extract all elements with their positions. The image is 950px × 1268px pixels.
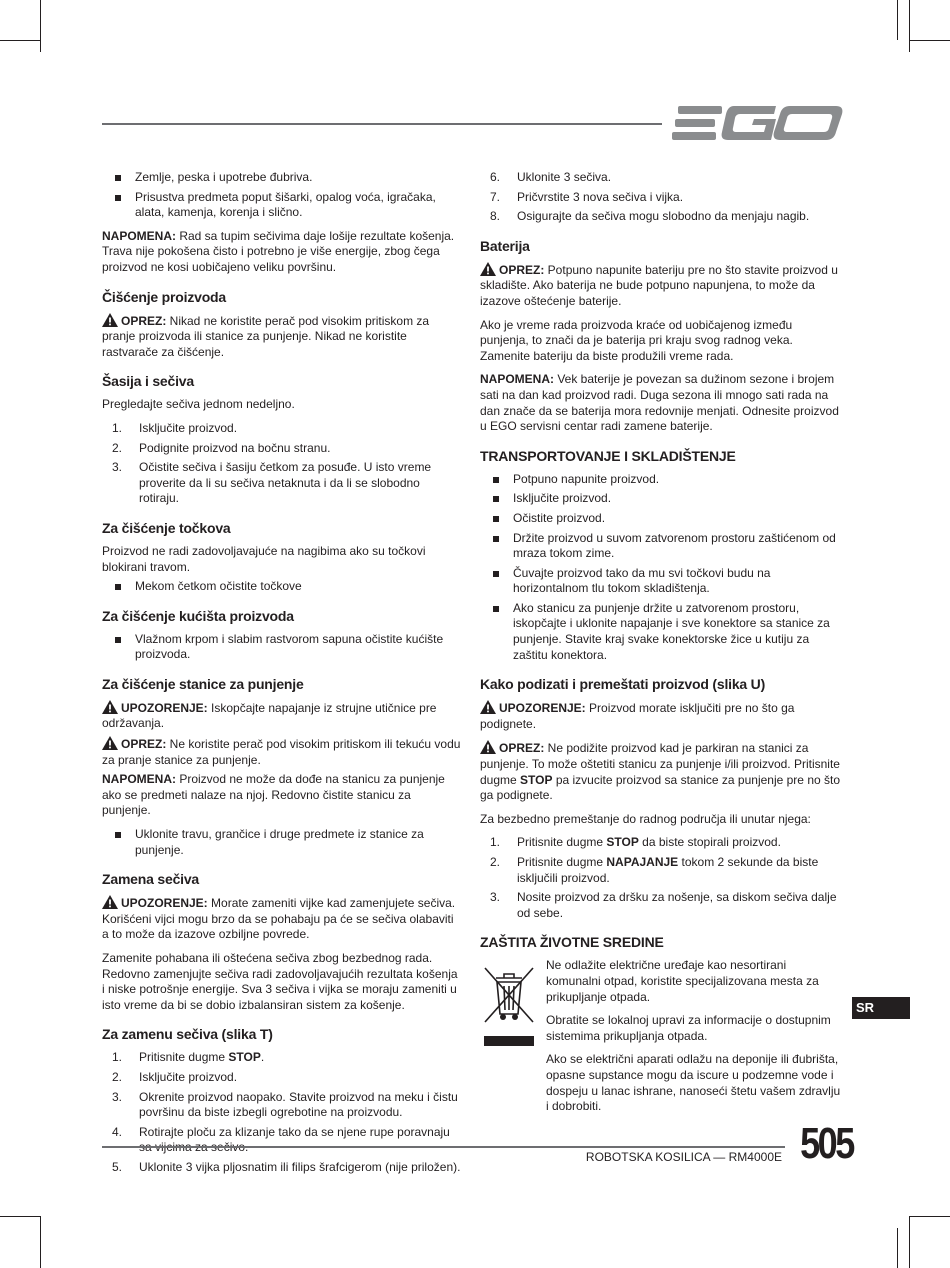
section-heading: Šasija i sečiva <box>102 373 194 390</box>
list-item: Držite proizvod u suvom zatvorenom prostoru zaštićenom od mraza tokom zime. <box>480 531 844 562</box>
section-heading: Za čišćenje stanice za punjenje <box>102 675 304 692</box>
step-number: 1. <box>112 420 123 435</box>
caution-bold: STOP <box>520 772 553 787</box>
list-item: Očistite proizvod. <box>480 511 844 527</box>
step-text: Isključite proizvod. <box>139 420 238 435</box>
list-item <box>102 1125 462 1156</box>
list-item <box>102 421 462 437</box>
warning-text: Proizvod morate isključiti pre no što ga podignete. <box>480 701 795 731</box>
caution-paragraph <box>102 313 462 361</box>
step-number: 3. <box>490 890 501 905</box>
step-text: Isključite proizvod. <box>139 1069 238 1084</box>
crossed-bin-icon <box>482 964 536 1048</box>
note-paragraph <box>102 229 462 276</box>
step-text: Nosite proizvod za dršku za nošenje, sa diskom sečiva dalje od sebe. <box>517 890 837 920</box>
step-number: 3. <box>112 460 123 475</box>
step-bold: NAPAJANJE <box>606 855 679 869</box>
list-item <box>480 170 844 186</box>
paragraph: Ako se električni aparati odlažu na deponije ili đubrišta, opasne supstance mogu da iscure u podzemne vode i dospeju u lanac ishrane, nanoseći štetu vašem zdravlju i dobrobiti. <box>546 1052 841 1114</box>
crop-mark <box>909 1216 910 1268</box>
step-number: 5. <box>112 1159 123 1174</box>
caution-text: Ne podižite proizvod kad je parkiran na stanici za punjenje. To može oštetiti stanicu za punjenje i/ili proizvod. Pritisnite dugme <box>480 741 840 787</box>
bullet-list <box>102 170 462 221</box>
caution-text: Nikad ne koristite perač pod visokim pritiskom za pranje proizvoda ili stanice za punjenje. Nikad ne koristite rastvarače za čišćenje. <box>102 313 430 359</box>
environment-text <box>546 958 844 1114</box>
numbered-list <box>480 170 844 225</box>
list-item <box>480 835 844 851</box>
warning-triangle-icon <box>480 740 496 754</box>
step-text: Rotirajte ploču za klizanje tako da se njene rupe poravnaju <box>139 1124 450 1139</box>
list-item: Vlažnom krpom i slabim rastvorom sapuna očistite kućište proizvoda. <box>102 632 462 663</box>
list-item <box>102 441 462 457</box>
list-item <box>102 1160 462 1176</box>
note-label: NAPOMENA: <box>102 228 176 243</box>
step-text: Uklonite 3 sečiva. <box>517 170 612 184</box>
crop-mark <box>909 0 910 52</box>
caution-text: pa izvucite proizvod sa stanice za punjenje pre no što ga podignete. <box>480 772 841 803</box>
section-heading: Baterija <box>480 237 530 254</box>
header-rule <box>102 123 662 125</box>
step-number: 1. <box>490 835 501 850</box>
caution-paragraph <box>102 736 462 768</box>
page-number: 505 <box>800 1119 853 1168</box>
caution-text: Potpuno napunite bateriju pre no što stavite proizvod u skladište. Ako baterija ne bude potpuno napunjena, to može da izazove oštećenje baterije. <box>480 262 838 308</box>
warning-triangle-icon <box>480 700 496 714</box>
step-number: 1. <box>112 1050 123 1065</box>
list-item <box>102 460 462 507</box>
list-item <box>102 1070 462 1086</box>
paragraph: Ako je vreme rada proizvoda kraće od uobičajenog između punjenja, to znači da je baterija pri kraju svog radnog veka. Zamenite bateriju da biste produžili vreme rada. <box>480 317 793 363</box>
caution-text: Ne koristite perač pod visokim pritiskom ili tekuću vodu za pranje stanice za punjenje. <box>102 737 461 767</box>
step-number: 2. <box>112 440 123 455</box>
bullet-list <box>102 579 462 595</box>
paragraph: Obratite se lokalnoj upravi za informacije o dostupnim sistemima prikupljanja otpada. <box>546 1013 831 1043</box>
step-text: Pričvrstite 3 nova sečiva i vijka. <box>517 189 684 204</box>
language-tab: SR <box>852 997 910 1019</box>
warning-label: UPOZORENJE: <box>499 701 586 716</box>
warning-paragraph <box>480 700 844 732</box>
right-column <box>480 170 844 1123</box>
note-text: Proizvod ne može da dođe na stanicu za punjenje ako se predmeti nalaze na njoj. Redovno čistite stanicu za punjenje. <box>102 772 445 818</box>
list-item: Prisustva predmeta poput šišarki, opalog voća, igračaka, alata, kamenja, korenja i slično. <box>102 190 462 221</box>
crop-mark <box>40 1216 41 1268</box>
crop-mark <box>897 1228 898 1268</box>
paragraph: Za bezbedno premeštanje do radnog područja ili unutar njega: <box>480 811 811 826</box>
bullet-list <box>480 472 844 664</box>
note-paragraph <box>102 772 462 819</box>
step-text: Pritisnite dugme <box>517 855 607 869</box>
caution-paragraph <box>480 262 844 310</box>
numbered-list <box>102 1050 462 1175</box>
ego-logo <box>672 104 844 142</box>
section-heading: Zamena sečiva <box>102 871 200 888</box>
list-item: Uklonite travu, grančice i druge predmete iz stanice za punjenje. <box>102 827 462 858</box>
step-bold: STOP <box>228 1050 261 1065</box>
step-text: Okrenite proizvod naopako. Stavite proizvod na meku i čistu površinu da biste izbegli ogrebotine na proizvodu. <box>139 1089 458 1120</box>
caution-label: OPREZ: <box>499 262 545 277</box>
warning-text: Morate zameniti vijke kad zamenjujete sečiva. Korišćeni vijci mogu brzo da se pohabaju pa će se sečiva olabaviti a to može da izazove ozbiljne povrede. <box>102 896 456 942</box>
paragraph: Proizvod ne radi zadovoljavajuće na nagibima ako su točkovi blokirani travom. <box>102 543 426 574</box>
step-number: 7. <box>490 189 501 204</box>
section-heading: Za čišćenje kućišta proizvoda <box>102 607 294 624</box>
list-item: Mekom četkom očistite točkove <box>102 579 462 595</box>
footer-rule <box>102 1146 785 1148</box>
warning-triangle-icon <box>102 700 118 714</box>
step-number: 4. <box>112 1124 123 1139</box>
warning-text: Iskopčajte napajanje iz strujne utičnice pre održavanja. <box>102 700 437 731</box>
bullet-list <box>102 827 462 858</box>
warning-triangle-icon <box>102 736 118 750</box>
caution-paragraph <box>480 740 844 803</box>
list-item: Zemlje, peska i upotrebe đubriva. <box>102 170 462 186</box>
step-bold: STOP <box>606 835 639 850</box>
step-after: da biste stopirali proizvod. <box>638 835 781 850</box>
section-heading: Za čišćenje točkova <box>102 519 231 536</box>
step-text: Podignite proizvod na bočnu stranu. <box>139 440 331 455</box>
list-item <box>480 209 844 225</box>
crop-mark <box>897 0 898 40</box>
step-number: 2. <box>112 1069 123 1084</box>
crop-mark <box>910 1216 950 1217</box>
bullet-list <box>102 632 462 663</box>
warning-paragraph <box>102 700 462 732</box>
warning-label: UPOZORENJE: <box>121 896 208 911</box>
section-heading: ZAŠTITA ŽIVOTNE SREDINE <box>480 934 664 951</box>
paragraph: Zamenite pohabana ili oštećena sečiva zbog bezbednog rada. Redovno zamenjujte sečiva radi zadovoljavajućih rezultata košenja i niske potrošnje energije. Sva 3 sečiva i vijka se moraju zameniti u isto vreme da bi se dobio izbalansiran sistem za košenje. <box>102 951 458 1012</box>
list-item <box>102 1050 462 1066</box>
crop-mark <box>0 40 40 41</box>
caution-label: OPREZ: <box>499 741 545 756</box>
step-text: Pritisnite dugme <box>139 1050 229 1065</box>
step-number: 8. <box>490 209 501 224</box>
list-item: Isključite proizvod. <box>480 491 844 507</box>
list-item <box>480 890 844 921</box>
list-item <box>480 190 844 206</box>
list-item <box>480 855 844 886</box>
step-after: tokom 2 sekunde da biste isključili proizvod. <box>517 855 819 885</box>
step-after: . <box>260 1050 265 1065</box>
paragraph: Ne odlažite električne uređaje kao nesortirani komunalni otpad, koristite specijalizovana mesta za prikupljanje otpada. <box>546 958 819 1004</box>
crop-mark <box>40 0 41 52</box>
step-text: Uklonite 3 vijka pljosnatim ili filips šrafcigerom (nije priložen). <box>139 1159 461 1174</box>
note-text: Rad sa tupim sečivima daje lošije rezultate košenja. Trava nije pokošena čisto i potrebno je više energije, zbog čega proizvod ne kosi uobičajeno veliku površinu. <box>102 228 455 274</box>
crop-mark <box>0 1216 40 1217</box>
list-item <box>102 1090 462 1121</box>
warning-triangle-icon <box>480 262 496 276</box>
section-heading: Za zamenu sečiva (slika T) <box>102 1026 273 1043</box>
warning-paragraph <box>102 895 462 943</box>
left-column <box>102 170 462 1184</box>
crop-mark <box>910 40 950 41</box>
footer-product: ROBOTSKA KOSILICA — RM4000E <box>585 1150 782 1164</box>
step-text: Osigurajte da sečiva mogu slobodno da menjaju nagib. <box>517 209 810 224</box>
warning-triangle-icon <box>102 313 118 327</box>
step-number: 2. <box>490 855 501 869</box>
list-item: Čuvajte proizvod tako da mu svi točkovi budu na horizontalnom tlu tokom skladištenja. <box>480 566 844 597</box>
note-label: NAPOMENA: <box>480 372 554 387</box>
step-text: Očistite sečiva i šasiju četkom za posuđe. U isto vreme proverite da li su sečiva netaknuta i da li se slobodno rotiraju. <box>139 460 432 506</box>
step-number: 3. <box>112 1089 123 1104</box>
warning-triangle-icon <box>102 895 118 909</box>
list-item: Potpuno napunite proizvod. <box>480 472 844 488</box>
list-item: Ako stanicu za punjenje držite u zatvorenom prostoru, iskopčajte i uklonite napajanje i sve konektore sa stanice za punjenje. Stavite kraj svake konektorske žice u kutiju za zaštitu konektora. <box>480 601 844 663</box>
note-label: NAPOMENA: <box>102 772 176 787</box>
section-heading: Čišćenje proizvoda <box>102 288 226 305</box>
step-text: Pritisnite dugme <box>517 835 607 850</box>
section-heading: Kako podizati i premeštati proizvod (slika U) <box>480 676 766 693</box>
step-number: 6. <box>490 170 501 184</box>
numbered-list <box>102 421 462 507</box>
numbered-list <box>480 835 844 921</box>
paragraph: Pregledajte sečiva jednom nedeljno. <box>102 397 295 412</box>
note-text: Vek baterije je povezan sa dužinom sezone i brojem sati na dan kad proizvod radi. Duga sezona ili mnogo sati rada na dan znače da se baterija mora redovnije menjati. Odnesite proizvod u EGO servisni centar radi zamene baterije. <box>480 372 839 434</box>
note-paragraph <box>480 372 844 434</box>
warning-label: UPOZORENJE: <box>121 700 208 715</box>
environment-section <box>480 958 844 1114</box>
section-heading: TRANSPORTOVANJE I SKLADIŠTENJE <box>480 447 736 464</box>
caution-label: OPREZ: <box>121 313 167 328</box>
caution-label: OPREZ: <box>121 737 167 752</box>
